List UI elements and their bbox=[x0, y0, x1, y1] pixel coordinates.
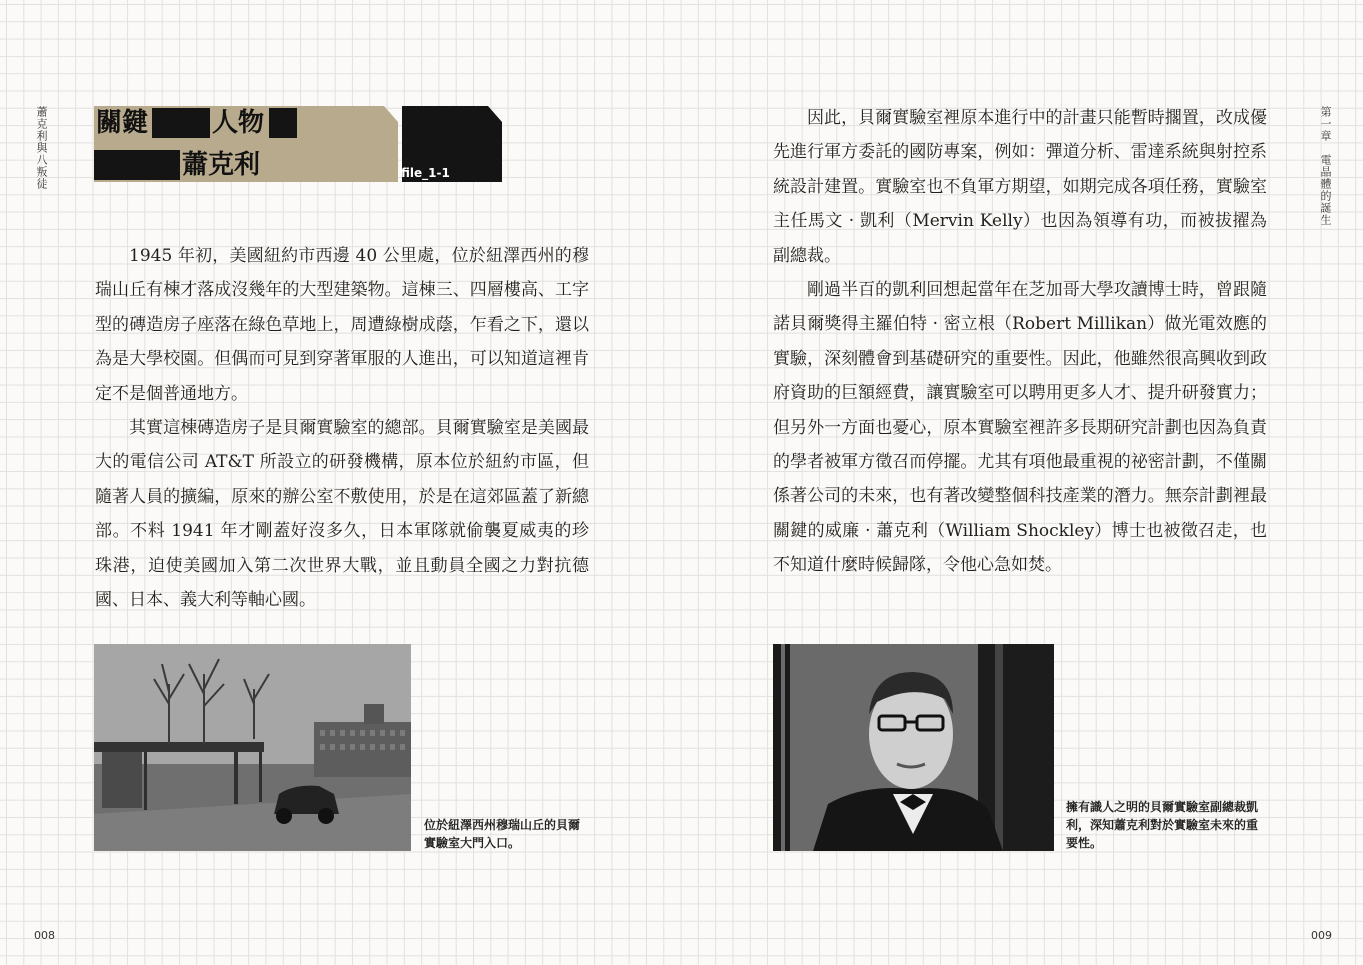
paragraph: 剛過半百的凱利回想起當年在芝加哥大學攻讀博士時，曾跟隨諾貝爾獎得主羅伯特 · 密立根（Robert Millikan）做光電效應的實驗，深刻體會到基礎研究的重要性。因此，他雖然很高興收到政府資助的巨額經費，讓實驗室可以聘用更多人才、提升研發實力；但另外一方面也憂心，原本實驗室裡許多長期研究計劃也因為負責的學者被軍方徵召而停擺。尤其有項他最重視的祕密計劃，不僅關係著公司的未來，也有著改變整個科技產業的潛力。無奈計劃裡最關鍵的威廉 · 蕭克利（William Shockley）博士也被徵召走，也不知道什麼時候歸隊，令他心急如焚。 bbox=[773, 280, 1267, 576]
paragraph: 1945 年初，美國紐約市西邊 40 公里處，位於紐澤西州的穆瑞山丘有棟才落成沒幾年的大型建築物。這棟三、四層樓高、工字型的磚造房子座落在綠色草地上，周遭綠樹成蔭，乍看之下，還以為是大學校園。但偶而可見到穿著軍服的人進出，可以知道這裡肯定不是個普通地方。 bbox=[95, 246, 589, 404]
title-word-key: 關鍵 bbox=[96, 108, 149, 138]
file-tag: file_1-1 bbox=[401, 166, 450, 180]
right-body-text bbox=[773, 101, 1267, 583]
kelly-portrait-photo bbox=[773, 644, 1054, 851]
left-body-text bbox=[95, 239, 589, 617]
running-header-right: 第一章 電晶體的誕生 bbox=[1319, 106, 1332, 226]
photo-caption-left: 位於紐澤西州穆瑞山丘的貝爾實驗室大門入口。 bbox=[424, 818, 581, 850]
paragraph: 因此，貝爾實驗室裡原本進行中的計畫只能暫時擱置，改成優先進行軍方委託的國防專案，例如：彈道分析、雷達系統與射控系統設計建置。實驗室也不負軍方期望，如期完成各項任務，實驗室主任馬文 · 凱利（Mervin Kelly）也因為領導有功，而被拔擢為副總裁。 bbox=[773, 108, 1267, 266]
page-number-left: 008 bbox=[34, 929, 55, 942]
running-header-left: 蕭克利與八叛徒 bbox=[35, 106, 48, 190]
title-name: 蕭克利 bbox=[182, 150, 261, 180]
chapter-title-block bbox=[94, 106, 504, 182]
photo-caption-right: 擁有識人之明的貝爾實驗室副總裁凱利，深知蕭克利對於實驗室未來的重要性。 bbox=[1066, 800, 1259, 850]
bell-labs-entrance-photo bbox=[94, 644, 411, 851]
paragraph: 其實這棟磚造房子是貝爾實驗室的總部。貝爾實驗室是美國最大的電信公司 AT&T 所設立的研發機構，原本位於紐約市區，但隨著人員的擴編，原來的辦公室不敷使用，於是在這郊區蓋了新總部。不料 1941 年才剛蓋好沒多久，日本軍隊就偷襲夏威夷的珍珠港，迫使美國加入第二次世界大戰，並且動員全國之力對抗德國、日本、義大利等軸心國。 bbox=[95, 418, 589, 611]
title-word-person: 人物 bbox=[212, 108, 265, 138]
page-number-right: 009 bbox=[1311, 929, 1332, 942]
